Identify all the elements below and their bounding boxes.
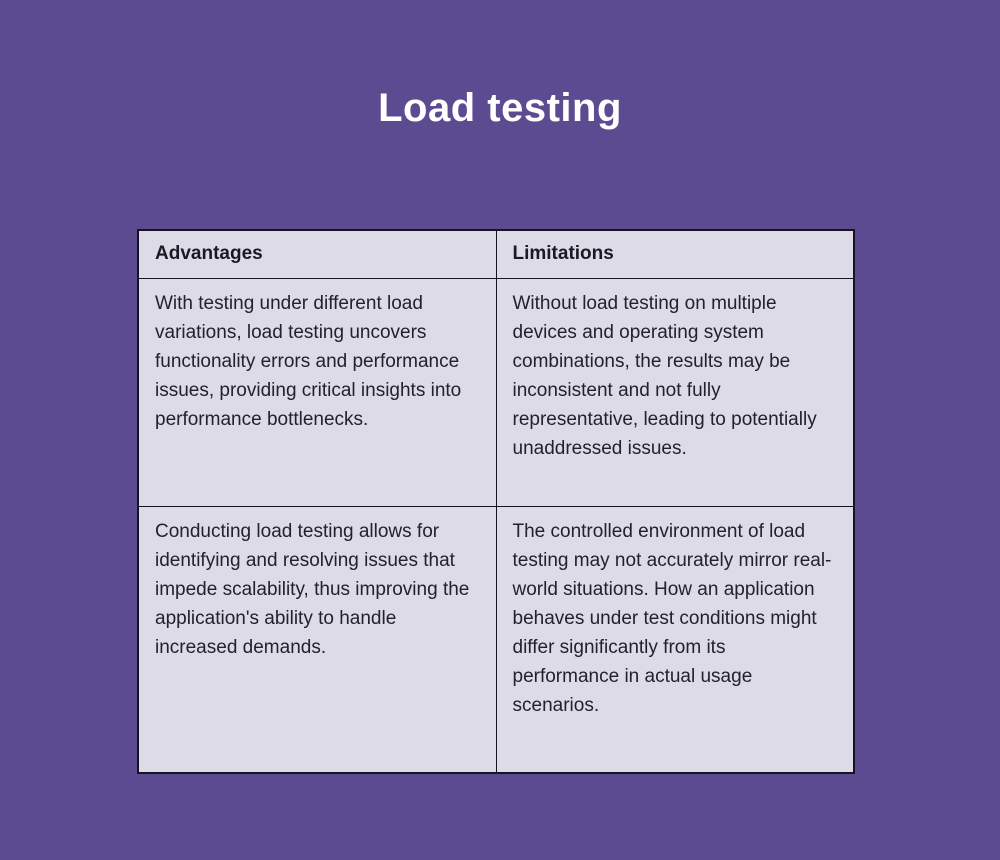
- advantages-cell-2: Conducting load testing allows for identifying and resolving issues that impede scalability, thus improving the application's ability to handle increased demands.: [138, 506, 496, 773]
- table-row: [138, 278, 854, 506]
- advantages-cell-1: With testing under different load variations, load testing uncovers functionality errors and performance issues, providing critical insights into performance bottlenecks.: [138, 278, 496, 506]
- limitations-cell-2: The controlled environment of load testing may not accurately mirror real-world situations. How an application behaves under test conditions might differ significantly from its performance in actual usage scenarios.: [496, 506, 854, 773]
- table-row: [138, 506, 854, 773]
- advantages-limitations-table: [137, 229, 855, 774]
- page-title: Load testing: [378, 86, 622, 130]
- table-header-advantages: Advantages: [138, 230, 496, 278]
- limitations-cell-1: Without load testing on multiple devices and operating system combinations, the results may be inconsistent and not fully representative, leading to potentially unaddressed issues.: [496, 278, 854, 506]
- table-header-row: [138, 230, 854, 278]
- table-header-limitations: Limitations: [496, 230, 854, 278]
